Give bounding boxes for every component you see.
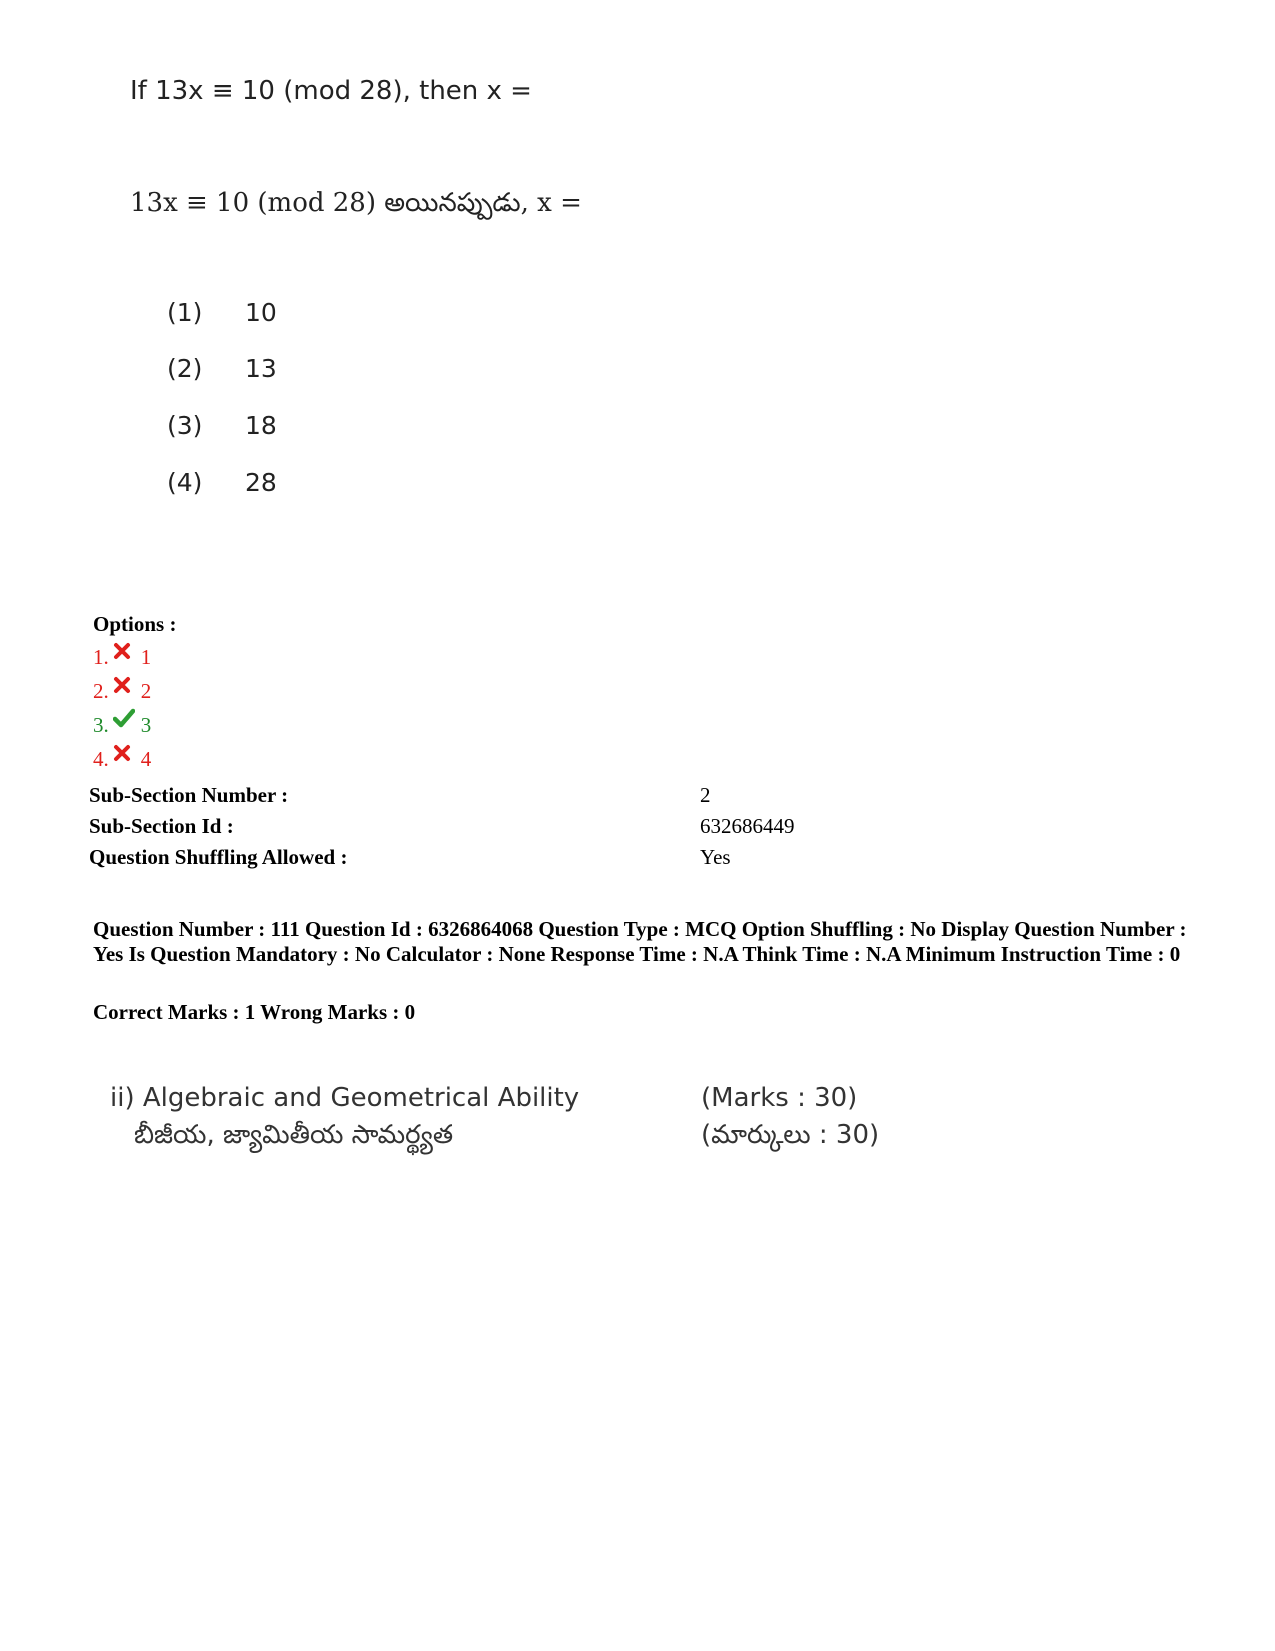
option-prefix: 3. <box>93 713 109 737</box>
option-2 <box>93 679 151 706</box>
option-1 <box>93 645 151 672</box>
cross-icon <box>113 743 135 768</box>
option-prefix: 1. <box>93 645 109 669</box>
answer-value: 28 <box>245 468 277 497</box>
question-english-text: If 13x ≡ 10 (mod 28), then x = <box>130 76 532 106</box>
section-marks-telugu: (మార్కులు : 30) <box>701 1120 880 1150</box>
subsection-number-value: 2 <box>700 783 711 807</box>
option-value: 4 <box>140 747 152 771</box>
answer-row-2 <box>167 354 277 383</box>
answer-number: (1) <box>167 298 203 327</box>
section-title-english: ii) Algebraic and Geometrical Ability <box>110 1083 580 1113</box>
option-3 <box>93 713 151 740</box>
question-info: Question Number : 111 Question Id : 6326864068 Question Type : MCQ Option Shuffling : No Display Question Number : Yes Is Question Mandatory : No Calculator : None Response Time : N.A Think Time : N.A Minimum Instruction Time : 0 <box>93 917 1187 966</box>
option-value: 2 <box>140 679 152 703</box>
question-telugu <box>130 188 582 224</box>
answer-value: 13 <box>245 354 277 383</box>
section-title-telugu: బీజీయ, జ్యామితీయ సామర్థ్యత <box>134 1120 454 1150</box>
answer-number: (3) <box>167 411 203 440</box>
option-value: 1 <box>140 645 152 669</box>
cross-icon <box>113 641 135 666</box>
question-telugu-text: 13x ≡ 10 (mod 28) అయినప్పుడు, x = <box>130 188 582 218</box>
marks-info: Correct Marks : 1 Wrong Marks : 0 <box>93 1000 416 1024</box>
answer-value: 18 <box>245 411 277 440</box>
cross-icon <box>113 675 135 700</box>
question-shuffling-label: Question Shuffling Allowed : <box>89 845 348 869</box>
subsection-number-label: Sub-Section Number : <box>89 783 289 807</box>
options-heading: Options : <box>93 612 177 636</box>
answer-number: (2) <box>167 354 203 383</box>
check-icon <box>113 708 135 734</box>
option-4 <box>93 747 151 774</box>
subsection-id-label: Sub-Section Id : <box>89 814 234 838</box>
answer-row-4 <box>167 468 277 497</box>
answer-row-1 <box>167 298 277 327</box>
answer-value: 10 <box>245 298 277 327</box>
option-prefix: 4. <box>93 747 109 771</box>
option-prefix: 2. <box>93 679 109 703</box>
answer-number: (4) <box>167 468 203 497</box>
answer-row-3 <box>167 411 277 440</box>
option-value: 3 <box>140 713 152 737</box>
subsection-id-value: 632686449 <box>700 814 795 838</box>
section-marks-english: (Marks : 30) <box>701 1083 858 1113</box>
question-english <box>130 76 532 106</box>
question-shuffling-value: Yes <box>700 845 731 869</box>
